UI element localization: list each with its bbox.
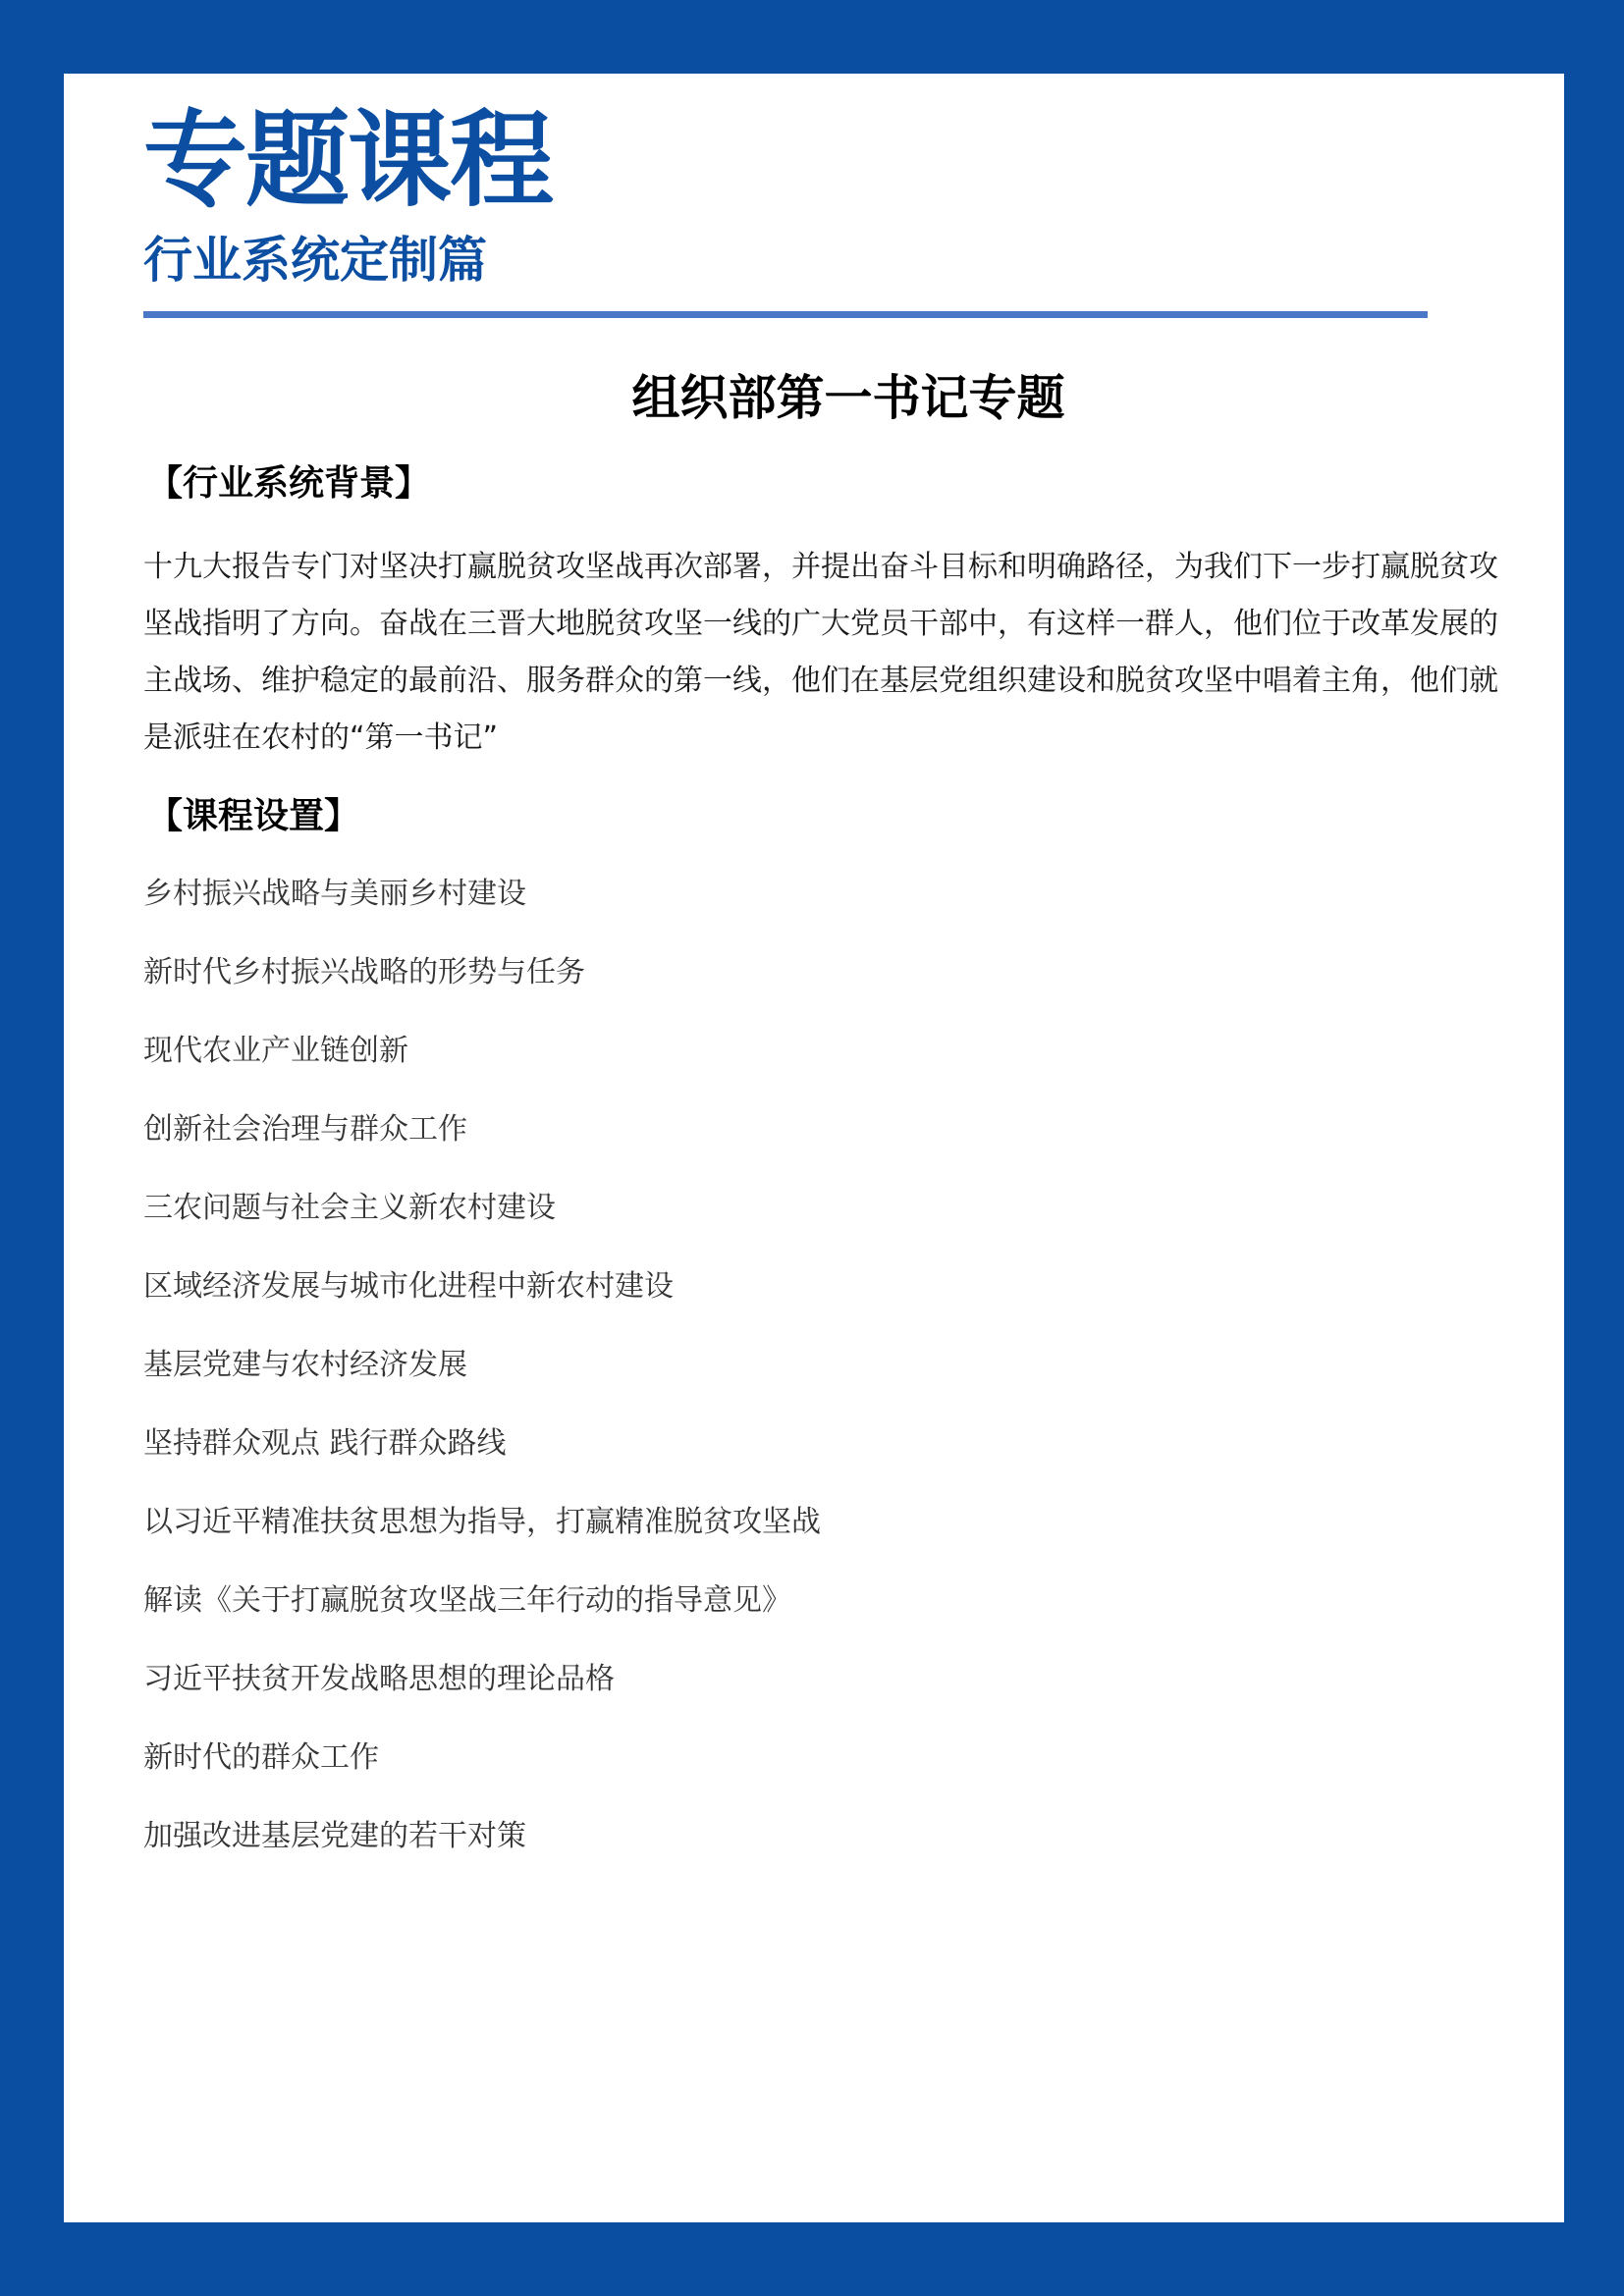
courses-heading: 【课程设置】 <box>147 796 360 836</box>
course-item: 习近平扶贫开发战略思想的理论品格 <box>143 1662 615 1696</box>
background-paragraph: 十九大报告专门对坚决打赢脱贫攻坚战再次部署，并提出奋斗目标和明确路径，为我们下一步打赢脱贫攻坚战指明了方向。奋战在三晋大地脱贫攻坚一线的广大党员干部中，有这样一群人，他们位于改革发展的主战场、维护稳定的最前沿、服务群众的第一线，他们在基层党组织建设和脱贫攻坚中唱着主角，他们就是派驻在农村的“第一书记” <box>143 550 1498 755</box>
main-title: 专题课程 <box>143 100 552 221</box>
course-item: 加强改进基层党建的若干对策 <box>143 1819 526 1853</box>
page-sheet <box>64 74 1564 2222</box>
course-item: 区域经济发展与城市化进程中新农村建设 <box>143 1269 674 1304</box>
course-item: 解读《关于打赢脱贫攻坚战三年行动的指导意见》 <box>143 1583 791 1618</box>
course-item: 新时代的群众工作 <box>143 1740 379 1775</box>
background-heading: 【行业系统背景】 <box>147 463 431 504</box>
course-item: 创新社会治理与群众工作 <box>143 1112 467 1147</box>
course-list <box>143 870 821 1891</box>
title-divider <box>143 311 1428 318</box>
course-item: 新时代乡村振兴战略的形势与任务 <box>143 955 585 989</box>
sub-title: 行业系统定制篇 <box>143 232 487 289</box>
course-item: 基层党建与农村经济发展 <box>143 1348 467 1382</box>
course-item: 现代农业产业链创新 <box>143 1034 408 1068</box>
course-item: 坚持群众观点 践行群众路线 <box>143 1426 507 1461</box>
course-item: 乡村振兴战略与美丽乡村建设 <box>143 877 526 911</box>
course-item: 以习近平精准扶贫思想为指导，打赢精准脱贫攻坚战 <box>143 1505 821 1539</box>
document-title: 组织部第一书记专题 <box>631 370 1065 426</box>
course-item: 三农问题与社会主义新农村建设 <box>143 1191 556 1225</box>
